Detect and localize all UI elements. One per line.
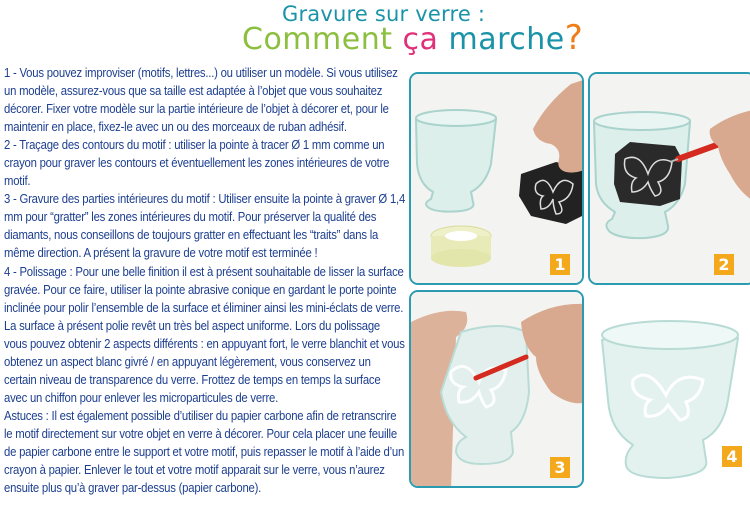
instruction-step-3: 3 - Gravure des parties intérieures du motif : Utiliser ensuite la pointe à graver Ø 1,4 mm pour “gratter” les zones intérieures du motif. Pour préserver la qualité des diamants, nous conseillons de toujours gratter en effectuant les “traits” dans la même direction. A présent la gravure de votre motif est terminée ! — [4, 192, 406, 261]
title-line-1: Gravure sur verre : — [282, 2, 486, 26]
instructions-text — [4, 64, 405, 497]
step-badge-2: 2 — [714, 254, 734, 275]
step-3-photo — [409, 290, 584, 488]
title-word-marche: marche — [448, 22, 565, 57]
step-4-photo — [588, 290, 750, 500]
page-title — [240, 0, 584, 60]
step-badge-3: 3 — [550, 457, 570, 478]
instruction-step-2: 2 - Traçage des contours du motif : utiliser la pointe à tracer Ø 1 mm comme un crayon pour graver les contours et éventuellement les zones intérieures de votre motif. — [4, 138, 390, 189]
title-question-mark: ? — [564, 18, 584, 58]
finished-glass-illustration — [588, 290, 750, 500]
step-1-photo — [409, 72, 584, 285]
instruction-step-1: 1 - Vous pouvez improviser (motifs, lettres...) ou utiliser un modèle. Si vous utilisez un modèle, assurez-vous que sa taille est adaptée à l’objet que vous souhaitez décorer. Fixer votre modèle sur la partie intérieure de l’objet à décorer et, pour le maintenir en place, fixez-le avec un ou des morceaux de ruban adhésif. — [4, 66, 398, 135]
title-line-2 — [242, 18, 583, 58]
instruction-tips: Astuces : Il est également possible d’utiliser du papier carbone afin de retranscrire le motif directement sur votre objet en verre à décorer. Pour cela placer une feuille de papier carbone entre le support et votre motif, puis repasser le motif à l’aide d’un crayon à papier. Enlever le tout et votre motif apparait sur le verre, vous n’aurez ensuite plus qu’à graver par-dessus (papier carbone). — [4, 408, 405, 496]
instruction-step-4: 4 - Polissage : Pour une belle finition il est à présent souhaitable de lisser la surface gravée. Pour ce faire, utiliser la pointe abrasive conique en gardant le porte pointe inclinée pour polir l’ensemble de la surface et éliminer ainsi les mini-éclats de verre. La surface à présent polie revêt un très bel aspect uniforme. Lors du polissage vous pouvez obtenir 2 aspects différents : en appuyant fort, le verre blanchit et vous obtenez un aspect blanc givré / en appuyant légèrement, vous conservez un certain niveau de transparence du verre. Frottez de temps en temps la surface avec un chiffon pour enlever les microparticules de verre. — [4, 264, 405, 405]
title-word-ca: ça — [402, 22, 439, 57]
step-badge-1: 1 — [550, 254, 570, 275]
step-badge-4: 4 — [722, 446, 742, 467]
title-word-comment: Comment — [242, 22, 393, 57]
step-2-photo — [588, 72, 750, 285]
